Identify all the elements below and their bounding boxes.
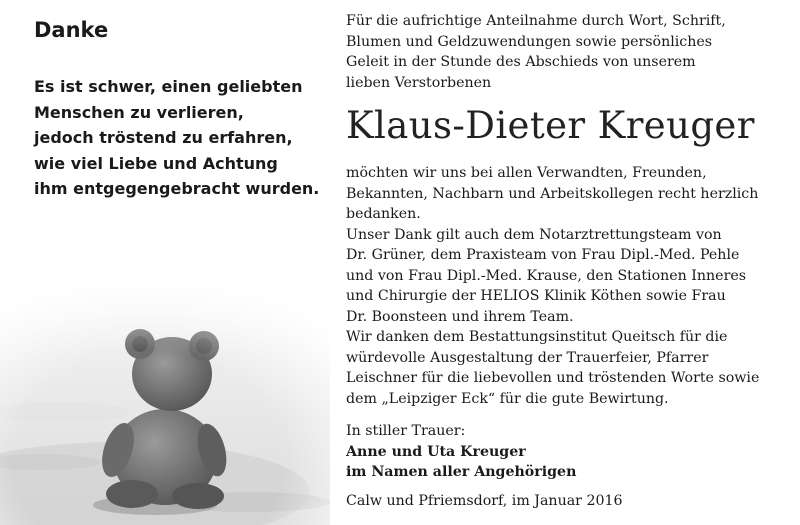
condolence-quote (34, 74, 324, 202)
text-line: Für die aufrichtige Anteilnahme durch Wort, Schrift, (346, 13, 726, 29)
thanks-paragraph (346, 163, 786, 409)
text-line: Unser Dank gilt auch dem Notarztrettungsteam von (346, 226, 722, 243)
danke-heading: Danke (34, 18, 109, 42)
text-line: Geleit in der Stunde des Abschieds von unserem (346, 54, 696, 70)
place-date: Calw und Pfriemsdorf, im Januar 2016 (346, 493, 623, 509)
text-line: Dr. Grüner, dem Praxisteam von Frau Dipl.-Med. Pehle (346, 247, 740, 263)
text-line: Wir danken dem Bestattungsinstitut Queitsch für die (346, 329, 728, 345)
mourners-block (346, 421, 786, 483)
text-line: Dr. Boonsteen und ihrem Team. (346, 308, 574, 325)
text-line: Blumen und Geldzuwendungen sowie persönliches (346, 33, 713, 50)
text-line: würdevolle Ausgestaltung der Trauerfeier, Pfarrer (346, 349, 709, 366)
quote-line: ihm entgegengebracht wurden. (34, 179, 320, 199)
text-line: Leischner für die liebevollen und tröstenden Worte sowie (346, 370, 760, 386)
quote-line: Menschen zu verlieren, (34, 102, 244, 122)
text-line: Bekannten, Nachbarn und Arbeitskollegen recht herzlich (346, 185, 759, 202)
right-column (346, 0, 790, 525)
quote-line: Es ist schwer, einen geliebten (34, 77, 303, 96)
teddy-bear-beach-photo (0, 262, 330, 525)
text-line: und von Frau Dipl.-Med. Krause, den Stationen Inneres (346, 267, 747, 284)
on-behalf-line: im Namen aller Angehörigen (346, 464, 577, 480)
text-line: dem „Leipziger Eck“ für die gute Bewirtung. (346, 390, 669, 407)
mourners-names: Anne und Uta Kreuger (346, 443, 526, 460)
quote-line: wie viel Liebe und Achtung (34, 153, 278, 173)
text-line: lieben Verstorbenen (346, 74, 492, 91)
text-line: bedanken. (346, 206, 421, 222)
deceased-name: Klaus-Dieter Kreuger (346, 104, 755, 147)
quote-line: jedoch tröstend zu erfahren, (34, 128, 293, 148)
mourning-label: In stiller Trauer: (346, 423, 466, 439)
intro-paragraph (346, 11, 786, 93)
text-line: möchten wir uns bei allen Verwandten, Freunden, (346, 165, 707, 181)
text-line: und Chirurgie der HELIOS Klinik Köthen sowie Frau (346, 288, 726, 304)
left-column (0, 0, 330, 525)
